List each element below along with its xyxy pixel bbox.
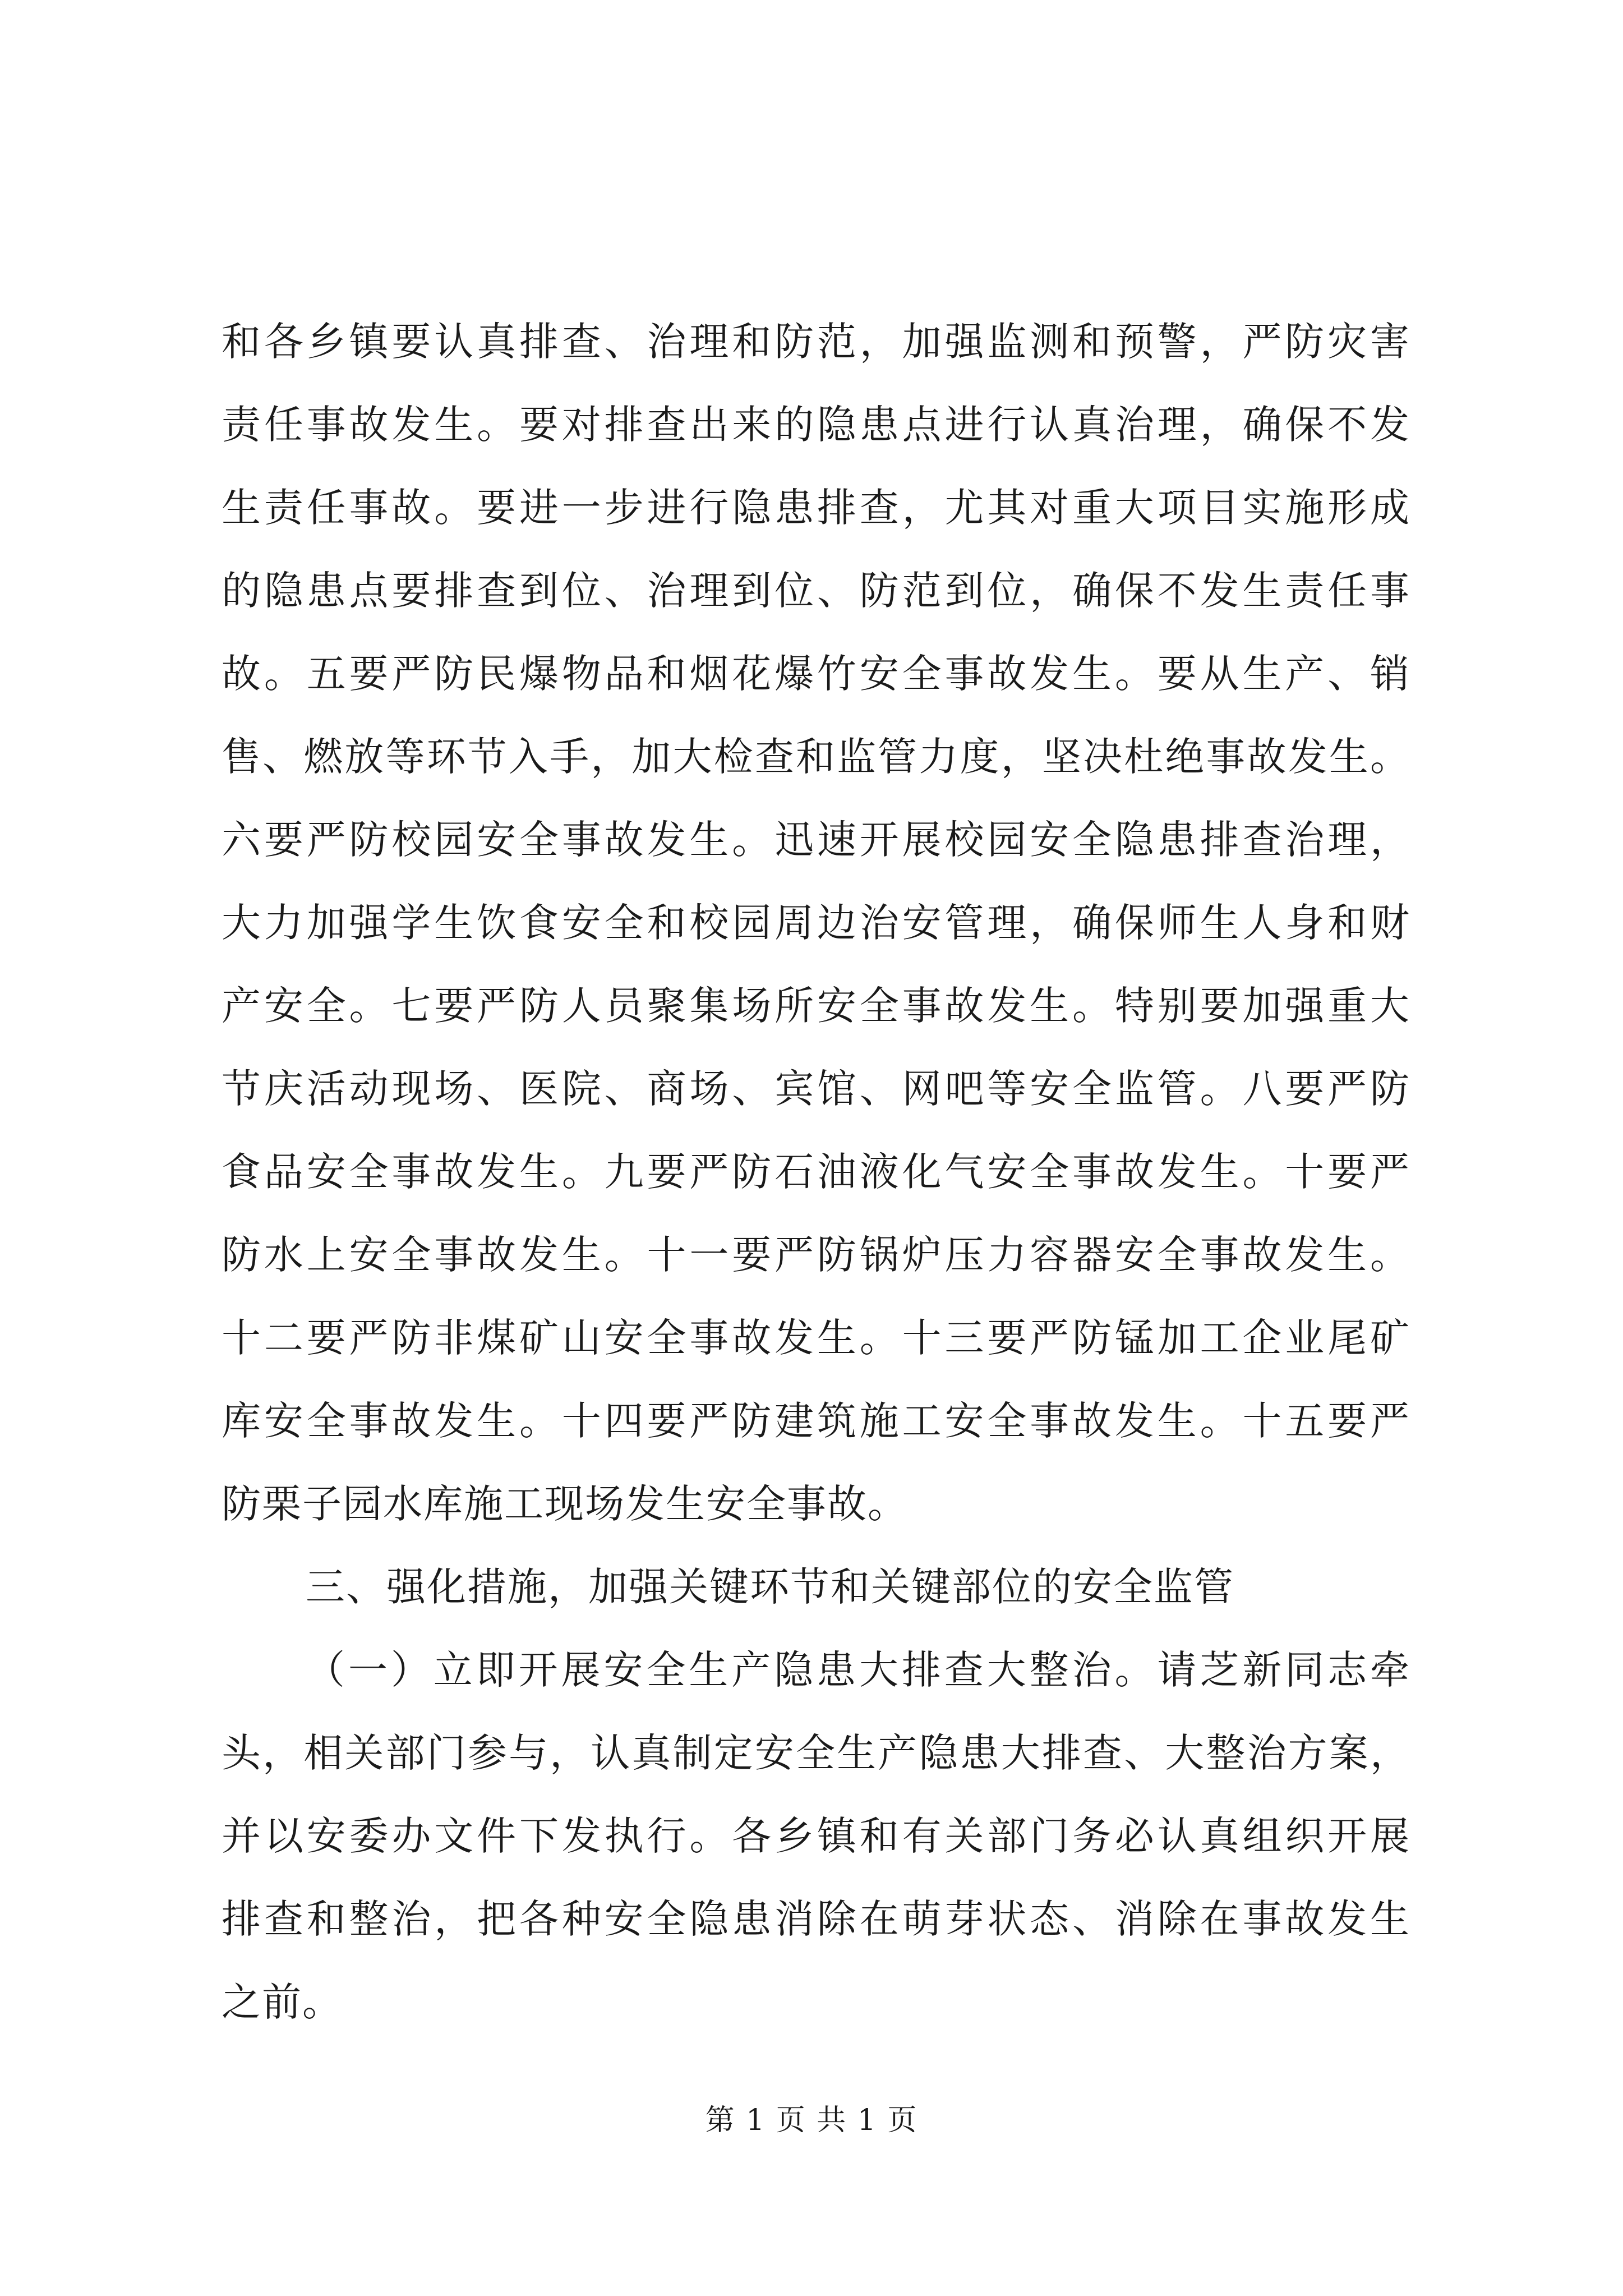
text-line: 产安全。七要严防人员聚集场所安全事故发生。特别要加强重大 [222, 983, 1410, 1029]
text-line: 节庆活动现场、医院、商场、宾馆、网吧等安全监管。八要严防 [222, 1066, 1410, 1112]
text-line: 和各乡镇要认真排查、治理和防范，加强监测和预警，严防灾害 [222, 319, 1410, 365]
text-line: 十二要严防非煤矿山安全事故发生。十三要严防锰加工企业尾矿 [222, 1315, 1410, 1361]
text-line: 库安全事故发生。十四要严防建筑施工安全事故发生。十五要严 [222, 1398, 1410, 1444]
text-line: 排查和整治，把各种安全隐患消除在萌芽状态、消除在事故发生 [222, 1896, 1410, 1942]
text-line: 六要严防校园安全事故发生。迅速开展校园安全隐患排查治理， [222, 817, 1410, 863]
text-line: 防水上安全事故发生。十一要严防锅炉压力容器安全事故发生。 [222, 1232, 1410, 1278]
text-line: 生责任事故。要进一步进行隐患排查，尤其对重大项目实施形成 [222, 485, 1410, 531]
text-line: 防栗子园水库施工现场发生安全事故。 [222, 1481, 908, 1527]
text-line: 的隐患点要排查到位、治理到位、防范到位，确保不发生责任事 [222, 568, 1410, 614]
text-line: 售、燃放等环节入手，加大检查和监管力度，坚决杜绝事故发生。 [222, 734, 1410, 780]
text-line: 之前。 [222, 1979, 343, 2025]
text-line: 责任事故发生。要对排查出来的隐患点进行认真治理，确保不发 [222, 402, 1410, 448]
body-text [222, 300, 1410, 2044]
text-line: 并以安委办文件下发执行。各乡镇和有关部门务必认真组织开展 [222, 1813, 1410, 1859]
text-line: 头，相关部门参与，认真制定安全生产隐患大排查、大整治方案， [222, 1730, 1410, 1776]
text-line: 食品安全事故发生。九要严防石油液化气安全事故发生。十要严 [222, 1149, 1410, 1195]
page-number-footer: 第 1 页 共 1 页 [705, 2104, 918, 2137]
section-heading: 三、强化措施，加强关键环节和关键部位的安全监管 [306, 1564, 1234, 1610]
text-line: 大力加强学生饮食安全和校园周边治安管理，确保师生人身和财 [222, 900, 1410, 946]
text-line: （一）立即开展安全生产隐患大排查大整治。请芝新同志牵 [306, 1647, 1410, 1693]
text-line: 故。五要严防民爆物品和烟花爆竹安全事故发生。要从生产、销 [222, 651, 1410, 697]
